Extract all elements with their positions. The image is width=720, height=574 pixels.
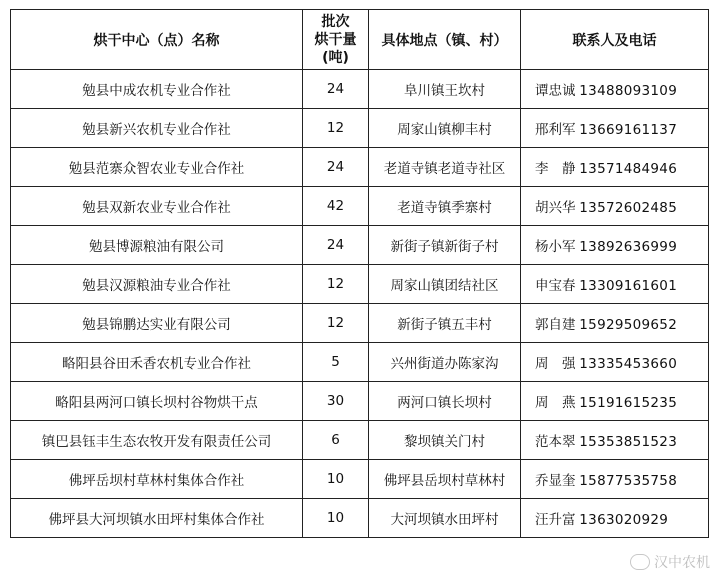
contact-phone: 13309161601 <box>579 278 678 294</box>
cell-capacity: 30 <box>303 382 369 421</box>
drying-center-table <box>10 9 709 538</box>
contact-phone: 13572602485 <box>579 200 678 216</box>
cell-capacity: 12 <box>303 109 369 148</box>
cell-contact <box>521 343 709 382</box>
contact-phone: 1363020929 <box>579 512 669 528</box>
contact-person: 乔显奎 <box>535 473 576 489</box>
table-header-row <box>11 10 709 70</box>
cell-center-name: 勉县范寨众智农业专业合作社 <box>11 148 303 187</box>
contact-person: 范本翠 <box>535 434 576 450</box>
cell-contact <box>521 421 709 460</box>
cell-capacity: 24 <box>303 148 369 187</box>
contact-person: 胡兴华 <box>535 200 576 216</box>
cell-capacity: 6 <box>303 421 369 460</box>
cell-contact <box>521 382 709 421</box>
cell-center-name: 略阳县谷田禾香农机专业合作社 <box>11 343 303 382</box>
cell-contact <box>521 109 709 148</box>
cell-location: 老道寺镇季寨村 <box>369 187 521 226</box>
table-row <box>11 421 709 460</box>
cell-capacity: 10 <box>303 499 369 538</box>
cell-contact <box>521 499 709 538</box>
cell-location: 新街子镇五丰村 <box>369 304 521 343</box>
contact-person: 邢利军 <box>535 122 576 138</box>
header-capacity <box>303 10 369 70</box>
watermark <box>630 552 710 572</box>
table-row <box>11 109 709 148</box>
table-row <box>11 226 709 265</box>
header-contact: 联系人及电话 <box>521 10 709 70</box>
wechat-icon <box>630 554 650 570</box>
cell-location: 两河口镇长坝村 <box>369 382 521 421</box>
contact-person: 申宝春 <box>535 278 576 294</box>
cell-center-name: 佛坪县大河坝镇水田坪村集体合作社 <box>11 499 303 538</box>
contact-phone: 13892636999 <box>579 239 678 255</box>
cell-location: 大河坝镇水田坪村 <box>369 499 521 538</box>
cell-contact <box>521 265 709 304</box>
contact-person: 李 静 <box>535 161 576 177</box>
cell-capacity: 24 <box>303 226 369 265</box>
contact-phone: 15877535758 <box>579 473 678 489</box>
cell-contact <box>521 304 709 343</box>
cell-capacity: 10 <box>303 460 369 499</box>
watermark-text: 汉中农机 <box>654 555 710 571</box>
contact-phone: 13335453660 <box>579 356 678 372</box>
contact-person: 杨小军 <box>535 239 576 255</box>
table-row <box>11 148 709 187</box>
cell-contact <box>521 148 709 187</box>
cell-location: 周家山镇柳丰村 <box>369 109 521 148</box>
table-row <box>11 499 709 538</box>
cell-center-name: 勉县博源粮油有限公司 <box>11 226 303 265</box>
table-row <box>11 70 709 109</box>
cell-center-name: 勉县中成农机专业合作社 <box>11 70 303 109</box>
cell-location: 阜川镇王坎村 <box>369 70 521 109</box>
cell-location: 新街子镇新街子村 <box>369 226 521 265</box>
contact-phone: 13571484946 <box>579 161 678 177</box>
cell-location: 老道寺镇老道寺社区 <box>369 148 521 187</box>
header-center-name: 烘干中心（点）名称 <box>11 10 303 70</box>
cell-center-name: 勉县汉源粮油专业合作社 <box>11 265 303 304</box>
cell-center-name: 勉县新兴农机专业合作社 <box>11 109 303 148</box>
cell-contact <box>521 460 709 499</box>
contact-phone: 15929509652 <box>579 317 678 333</box>
contact-phone: 13488093109 <box>579 83 678 99</box>
cell-capacity: 12 <box>303 265 369 304</box>
cell-center-name: 勉县双新农业专业合作社 <box>11 187 303 226</box>
table-row <box>11 460 709 499</box>
table-row <box>11 187 709 226</box>
contact-person: 周 燕 <box>535 395 576 411</box>
cell-contact <box>521 70 709 109</box>
table-row <box>11 304 709 343</box>
contact-person: 汪升富 <box>535 512 576 528</box>
cell-location: 黎坝镇关门村 <box>369 421 521 460</box>
cell-capacity: 5 <box>303 343 369 382</box>
contact-phone: 15191615235 <box>579 395 678 411</box>
header-location: 具体地点（镇、村） <box>369 10 521 70</box>
cell-center-name: 镇巴县钰丰生态农牧开发有限责任公司 <box>11 421 303 460</box>
cell-location: 兴州街道办陈家沟 <box>369 343 521 382</box>
header-capacity-line1: 批次 <box>321 13 350 30</box>
table-row <box>11 343 709 382</box>
cell-capacity: 24 <box>303 70 369 109</box>
contact-phone: 15353851523 <box>579 434 678 450</box>
table-row <box>11 382 709 421</box>
header-capacity-line2: 烘干量 <box>314 31 357 48</box>
contact-person: 郭自建 <box>535 317 576 333</box>
contact-phone: 13669161137 <box>579 122 678 138</box>
cell-location: 佛坪县岳坝村草林村 <box>369 460 521 499</box>
cell-capacity: 12 <box>303 304 369 343</box>
contact-person: 谭忠诚 <box>535 83 576 99</box>
cell-capacity: 42 <box>303 187 369 226</box>
table-row <box>11 265 709 304</box>
cell-contact <box>521 226 709 265</box>
cell-location: 周家山镇团结社区 <box>369 265 521 304</box>
cell-center-name: 佛坪岳坝村草林村集体合作社 <box>11 460 303 499</box>
cell-center-name: 略阳县两河口镇长坝村谷物烘干点 <box>11 382 303 421</box>
cell-contact <box>521 187 709 226</box>
contact-person: 周 强 <box>535 356 576 372</box>
cell-center-name: 勉县锦鹏达实业有限公司 <box>11 304 303 343</box>
header-capacity-line3: (吨) <box>322 49 349 66</box>
